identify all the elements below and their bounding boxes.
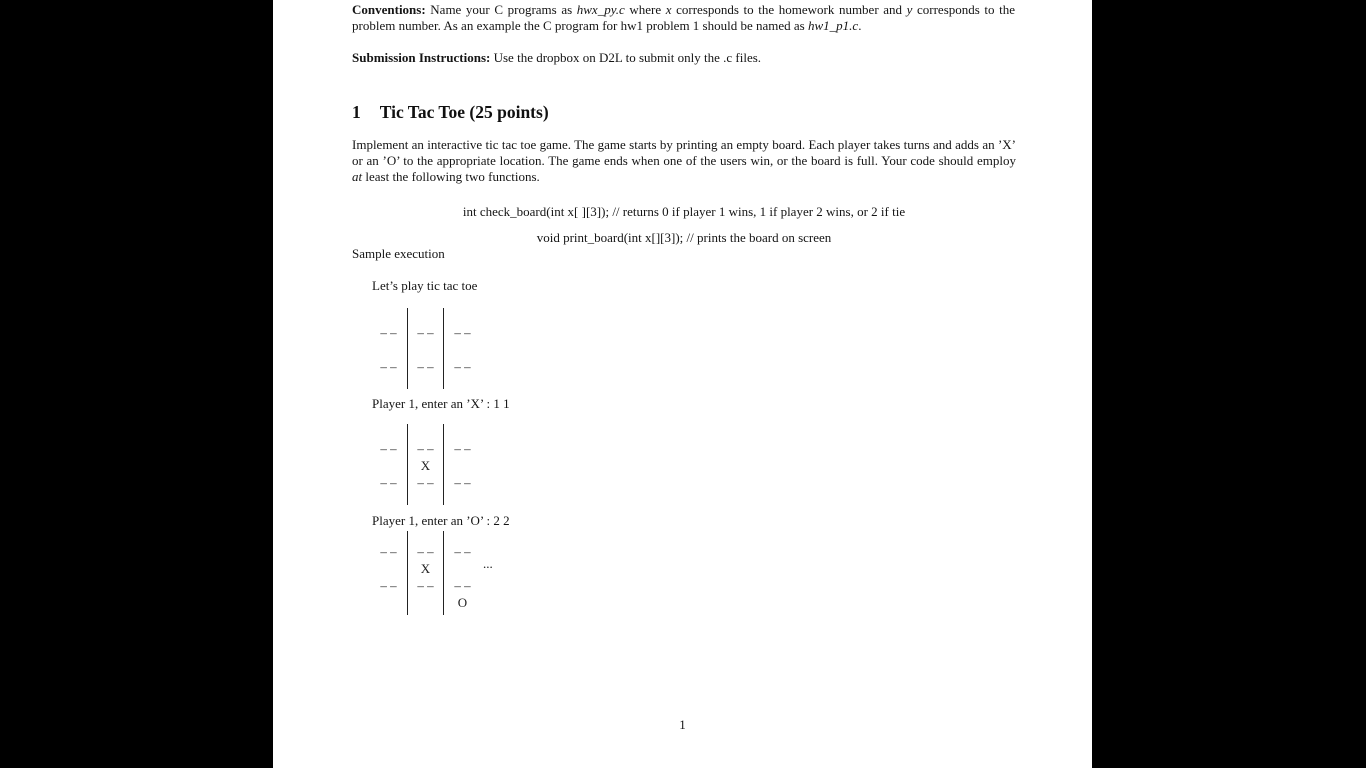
board-column: [444, 531, 481, 615]
board-column: [370, 424, 407, 505]
board-cell: – –: [380, 441, 397, 456]
text-run: corresponds to the problem number. As an example the C program for hw1 problem 1 should be named as: [352, 2, 1016, 33]
board-column: [407, 308, 444, 389]
lets-play-line: Let’s play tic tac toe: [372, 278, 478, 293]
conventions-label: Conventions:: [352, 2, 426, 17]
board-column: [407, 424, 444, 505]
conventions-paragraph: [352, 2, 1015, 34]
board-cell: – –: [380, 544, 397, 559]
board-cell: [408, 341, 443, 358]
continuation-ellipsis: ...: [483, 556, 493, 571]
board-cell: [408, 594, 443, 611]
text-run: least the following two functions.: [362, 169, 540, 184]
board-cell: [370, 341, 407, 358]
section-number: 1: [352, 102, 361, 122]
tictactoe-board-after-x: [370, 424, 481, 505]
section-heading: [352, 102, 549, 123]
intro-paragraph: [352, 137, 1016, 185]
board-cell: [444, 457, 481, 474]
board-cell: – –: [454, 441, 471, 456]
board-cell: – –: [454, 325, 471, 340]
sample-execution-label: Sample execution: [352, 246, 445, 261]
code-line-print-board: void print_board(int x[][3]); // prints the board on screen: [536, 230, 832, 245]
board-cell: – –: [380, 578, 397, 593]
page-number: 1: [679, 717, 686, 732]
file-naming-pattern: hwx_py.c: [576, 2, 625, 17]
board-cell: [444, 560, 481, 577]
submission-paragraph: [352, 50, 1015, 66]
text-run: corresponds to the homework number and: [671, 2, 907, 17]
text-run: Name your C programs as: [425, 2, 577, 17]
submission-label: Submission Instructions:: [352, 50, 491, 65]
board-cell: [370, 560, 407, 577]
code-line-check-board: int check_board(int x[ ][3]); // returns 0 if player 1 wins, 1 if player 2 wins, or 2 if tie: [462, 204, 906, 219]
board-column: [407, 531, 444, 615]
text-run: .: [858, 18, 862, 33]
board-column: [370, 308, 407, 389]
board-cell: – –: [417, 325, 434, 340]
player1-o-prompt: Player 1, enter an ’O’ : 2 2: [372, 513, 510, 528]
board-cell: – –: [417, 441, 434, 456]
board-column: [444, 308, 481, 389]
text-run: where: [624, 2, 666, 17]
tictactoe-board-empty: [370, 308, 481, 389]
board-cell: [370, 594, 407, 611]
board-cell: – –: [417, 475, 434, 490]
player1-x-prompt: Player 1, enter an ’X’ : 1 1: [372, 396, 510, 411]
text-run: Use the dropbox on D2L to submit only the .c files.: [490, 50, 762, 65]
board-cell-o: O: [457, 595, 468, 610]
board-cell: [444, 341, 481, 358]
text-run: Implement an interactive tic tac toe game. The game starts by printing an empty board. Each player takes turns and adds an ’X’ or an ’O’ to the appropriate location. The game ends when one of the users win, or the board is full. Your code should employ: [352, 137, 1016, 168]
emphasis-at: at: [352, 169, 363, 184]
board-cell: – –: [417, 544, 434, 559]
board-cell: – –: [380, 325, 397, 340]
example-filename: hw1_p1.c: [807, 18, 859, 33]
var-x: x: [665, 2, 672, 17]
document-page: [273, 0, 1092, 768]
board-cell: – –: [380, 475, 397, 490]
var-y: y: [906, 2, 913, 17]
board-cell-x: X: [420, 561, 431, 576]
board-cell: – –: [417, 359, 434, 374]
board-column: [370, 531, 407, 615]
board-cell-x: X: [420, 458, 431, 473]
section-title: Tic Tac Toe (25 points): [379, 102, 549, 122]
board-column: [444, 424, 481, 505]
board-cell: – –: [454, 544, 471, 559]
board-cell: – –: [417, 578, 434, 593]
board-cell: – –: [454, 578, 471, 593]
board-cell: – –: [380, 359, 397, 374]
tictactoe-board-after-o: [370, 531, 481, 615]
board-cell: – –: [454, 475, 471, 490]
board-cell: [370, 457, 407, 474]
board-cell: – –: [454, 359, 471, 374]
